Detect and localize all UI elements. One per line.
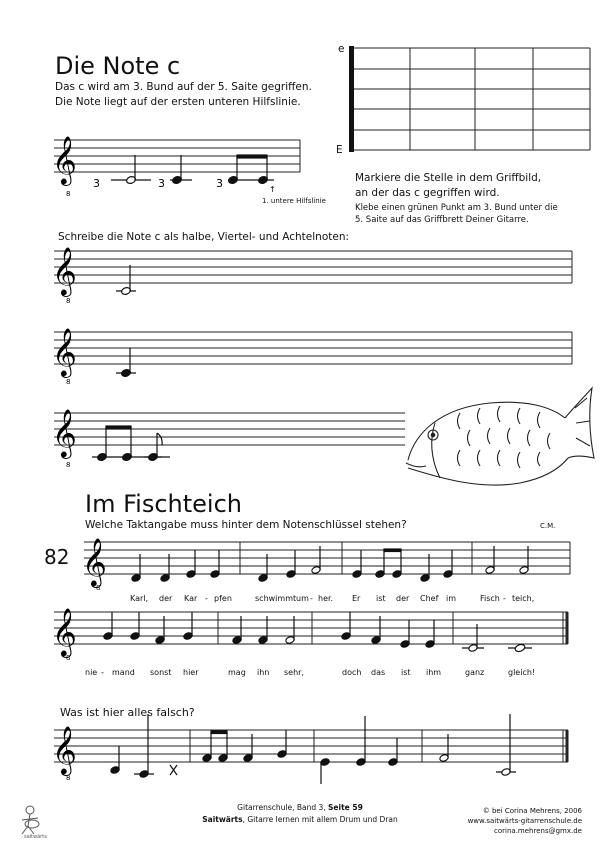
- fish-illustration: [400, 378, 600, 503]
- footer-line-2: Saitwärts, Gitarre lernen mit allem Drum und Dran: [202, 815, 398, 824]
- song-title: Im Fischteich: [85, 490, 242, 518]
- song-staff-1: [80, 530, 580, 592]
- svg-text:8: 8: [66, 190, 71, 198]
- svg-text:3: 3: [93, 177, 100, 190]
- instruction-line-1: Markiere die Stelle in dem Griffbild,: [355, 172, 542, 184]
- quarter-note: [170, 155, 192, 185]
- exercise-prompt: Schreibe die Note c als halbe, Viertel- und Achtelnoten:: [58, 231, 350, 243]
- song-staff-2: [50, 600, 580, 662]
- half-note: [111, 155, 151, 185]
- song-number: 82: [44, 545, 70, 569]
- svg-text:saitwärts: saitwärts: [24, 834, 47, 840]
- footer-credits: © bei Corina Mehrens, 2006 www.saitwärts-gitarrenschule.de corina.mehrens@gmx.de: [467, 807, 582, 835]
- svg-text:8: 8: [66, 774, 71, 782]
- treble-clef-icon: 𝄞: [52, 725, 77, 774]
- svg-text:8: 8: [96, 584, 101, 592]
- treble-clef-icon: 𝄞: [52, 408, 77, 457]
- svg-text:↑: ↑: [269, 185, 276, 194]
- svg-text:3: 3: [158, 177, 165, 190]
- instruction-line-4: 5. Saite auf das Griffbrett Deiner Gitarre.: [355, 215, 529, 225]
- footer-line-1: Gitarrenschule, Band 3, Seite 59: [237, 803, 363, 812]
- guitar-logo-icon: [12, 800, 52, 840]
- staff-exercise-eighth: [50, 405, 410, 475]
- treble-clef-icon: 𝄞: [52, 327, 77, 376]
- song-question: Welche Taktangabe muss hinter dem Notenschlüssel stehen?: [85, 519, 407, 531]
- treble-clef-icon: 𝄞: [52, 607, 77, 656]
- svg-text:8: 8: [66, 297, 71, 305]
- eighth-notes: [228, 155, 274, 185]
- ledger-line-caption: 1. untere Hilfslinie: [262, 197, 326, 205]
- treble-clef-icon: 𝄞: [52, 135, 77, 184]
- svg-text:8: 8: [66, 461, 71, 469]
- svg-text:3: 3: [216, 177, 223, 190]
- instruction-line-3: Klebe einen grünen Punkt am 3. Bund unter die: [355, 203, 558, 213]
- fretboard-diagram: [348, 42, 593, 160]
- instruction-line-2: an der das c gegriffen wird.: [355, 187, 500, 199]
- fretboard-top-string-label: e: [338, 43, 345, 55]
- svg-text:8: 8: [66, 654, 71, 662]
- composer-initials: C.M.: [540, 522, 556, 530]
- intro-line-2: Die Note liegt auf der ersten unteren Hilfslinie.: [55, 96, 301, 108]
- error-exercise-prompt: Was ist hier alles falsch?: [60, 706, 195, 719]
- staff-exercise-half: [50, 243, 580, 308]
- fretboard-bottom-string-label: E: [336, 144, 343, 156]
- treble-clef-icon: 𝄞: [52, 246, 77, 295]
- page-title: Die Note c: [55, 52, 181, 80]
- intro-line-1: Das c wird am 3. Bund auf der 5. Saite gegriffen.: [55, 81, 312, 93]
- svg-text:8: 8: [66, 378, 71, 386]
- error-exercise-staff: [50, 712, 580, 784]
- treble-clef-icon: 𝄞: [82, 537, 107, 586]
